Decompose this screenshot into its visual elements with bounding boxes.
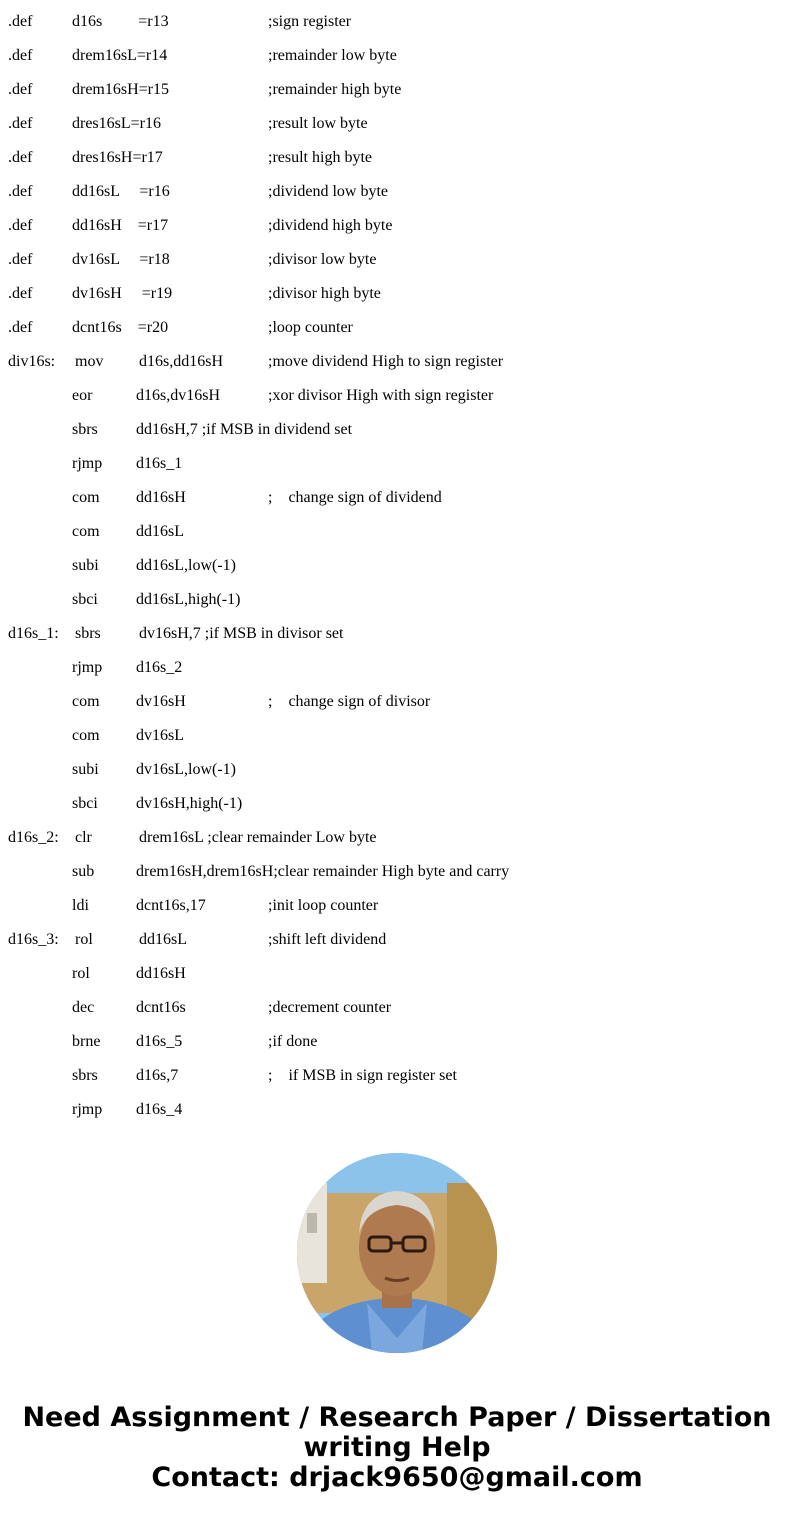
code-directive: subi [72,761,99,778]
code-label: d16s_1: [8,625,59,642]
code-comment: ; if MSB in sign register set [268,1067,457,1084]
code-comment: ;remainder low byte [268,47,397,64]
footer-line-1: Need Assignment / Research Paper / Dissertation [22,1402,772,1433]
code-directive: .def [8,251,33,268]
code-comment: ; change sign of divisor [268,693,431,710]
code-operand: d16s_4 [136,1101,183,1118]
code-directive: .def [8,217,33,234]
code-comment: ;xor divisor High with sign register [268,387,494,404]
code-comment: ;remainder high byte [268,81,402,98]
code-comment: ;dividend low byte [268,183,388,200]
footer-line-3: Contact: drjack9650@gmail.com [151,1462,643,1493]
code-directive: sub [72,863,95,880]
code-label: div16s: [8,353,56,370]
code-directive: rol [75,931,93,948]
code-directive: clr [75,829,92,846]
code-operand: dd16sH [136,489,186,506]
code-operand: dd16sH =r17 [72,217,169,234]
code-operand: d16s_2 [136,659,183,676]
code-directive: sbrs [75,625,101,642]
footer-banner [0,1403,794,1493]
code-directive: .def [8,13,33,30]
code-directive: .def [8,285,33,302]
code-directive: rjmp [72,659,103,676]
code-operand: dv16sH,high(-1) [136,795,243,812]
code-directive: .def [8,319,33,336]
code-directive: sbrs [72,1067,98,1084]
code-operand: dcnt16s,17 [136,897,206,914]
code-directive: sbrs [72,421,98,438]
code-directive: com [72,523,100,540]
code-operand: dcnt16s =r20 [72,319,169,336]
code-operand: dres16sH=r17 [72,149,163,166]
code-operand: dd16sL,low(-1) [136,557,236,574]
code-directive: dec [72,999,95,1016]
code-directive: rjmp [72,455,103,472]
code-operand: dd16sH [136,965,186,982]
code-operand: dcnt16s [136,999,186,1016]
code-directive: sbci [72,591,98,608]
code-operand: drem16sH=r15 [72,81,170,98]
code-operand: d16s_5 [136,1033,183,1050]
code-operand: dv16sH,7 ;if MSB in divisor set [139,625,344,642]
code-operand: dv16sH [136,693,186,710]
code-directive: mov [75,353,104,370]
code-comment: ; change sign of dividend [268,489,442,506]
code-operand: drem16sL ;clear remainder Low byte [139,829,377,846]
code-operand: d16s,dd16sH [139,353,224,370]
code-comment: ;shift left dividend [268,931,387,948]
code-comment: ;decrement counter [268,999,392,1016]
code-operand: drem16sH,drem16sH;clear remainder High byte and carry [136,863,510,880]
code-directive: com [72,489,100,506]
code-directive: com [72,727,100,744]
code-operand: dv16sH =r19 [72,285,173,302]
code-operand: d16s_1 [136,455,183,472]
code-operand: dd16sL,high(-1) [136,591,241,608]
code-operand: d16s =r13 [72,13,169,30]
code-operand: dd16sH,7 ;if MSB in dividend set [136,421,353,438]
code-comment: ;result low byte [268,115,368,132]
code-directive: brne [72,1033,101,1050]
code-directive: eor [72,387,93,404]
code-comment: ;dividend high byte [268,217,393,234]
code-operand: dv16sL =r18 [72,251,170,268]
code-label: d16s_3: [8,931,59,948]
code-operand: dv16sL [136,727,184,744]
code-operand: dd16sL [136,523,184,540]
code-operand: d16s,7 [136,1067,179,1084]
code-comment: ;divisor low byte [268,251,377,268]
code-directive: .def [8,115,33,132]
author-photo-image [297,1153,497,1353]
code-comment: ;sign register [268,13,352,30]
code-comment: ;result high byte [268,149,372,166]
code-comment: ;move dividend High to sign register [268,353,504,370]
code-operand: drem16sL=r14 [72,47,168,64]
code-operand: d16s,dv16sH [136,387,221,404]
code-directive: .def [8,81,33,98]
footer-line-2: writing Help [303,1432,491,1463]
code-directive: sbci [72,795,98,812]
code-operand: dd16sL =r16 [72,183,170,200]
code-comment: ;init loop counter [268,897,379,914]
code-directive: .def [8,47,33,64]
code-comment: ;if done [268,1033,318,1050]
code-operand: dres16sL=r16 [72,115,162,132]
code-directive: rol [72,965,90,982]
code-comment: ;divisor high byte [268,285,381,302]
code-directive: .def [8,149,33,166]
code-directive: rjmp [72,1101,103,1118]
author-photo [297,1153,497,1353]
code-operand: dv16sL,low(-1) [136,761,236,778]
code-comment: ;loop counter [268,319,353,336]
code-operand: dd16sL [139,931,187,948]
code-directive: .def [8,183,33,200]
code-directive: com [72,693,100,710]
code-label: d16s_2: [8,829,59,846]
code-directive: ldi [72,897,89,914]
code-directive: subi [72,557,99,574]
